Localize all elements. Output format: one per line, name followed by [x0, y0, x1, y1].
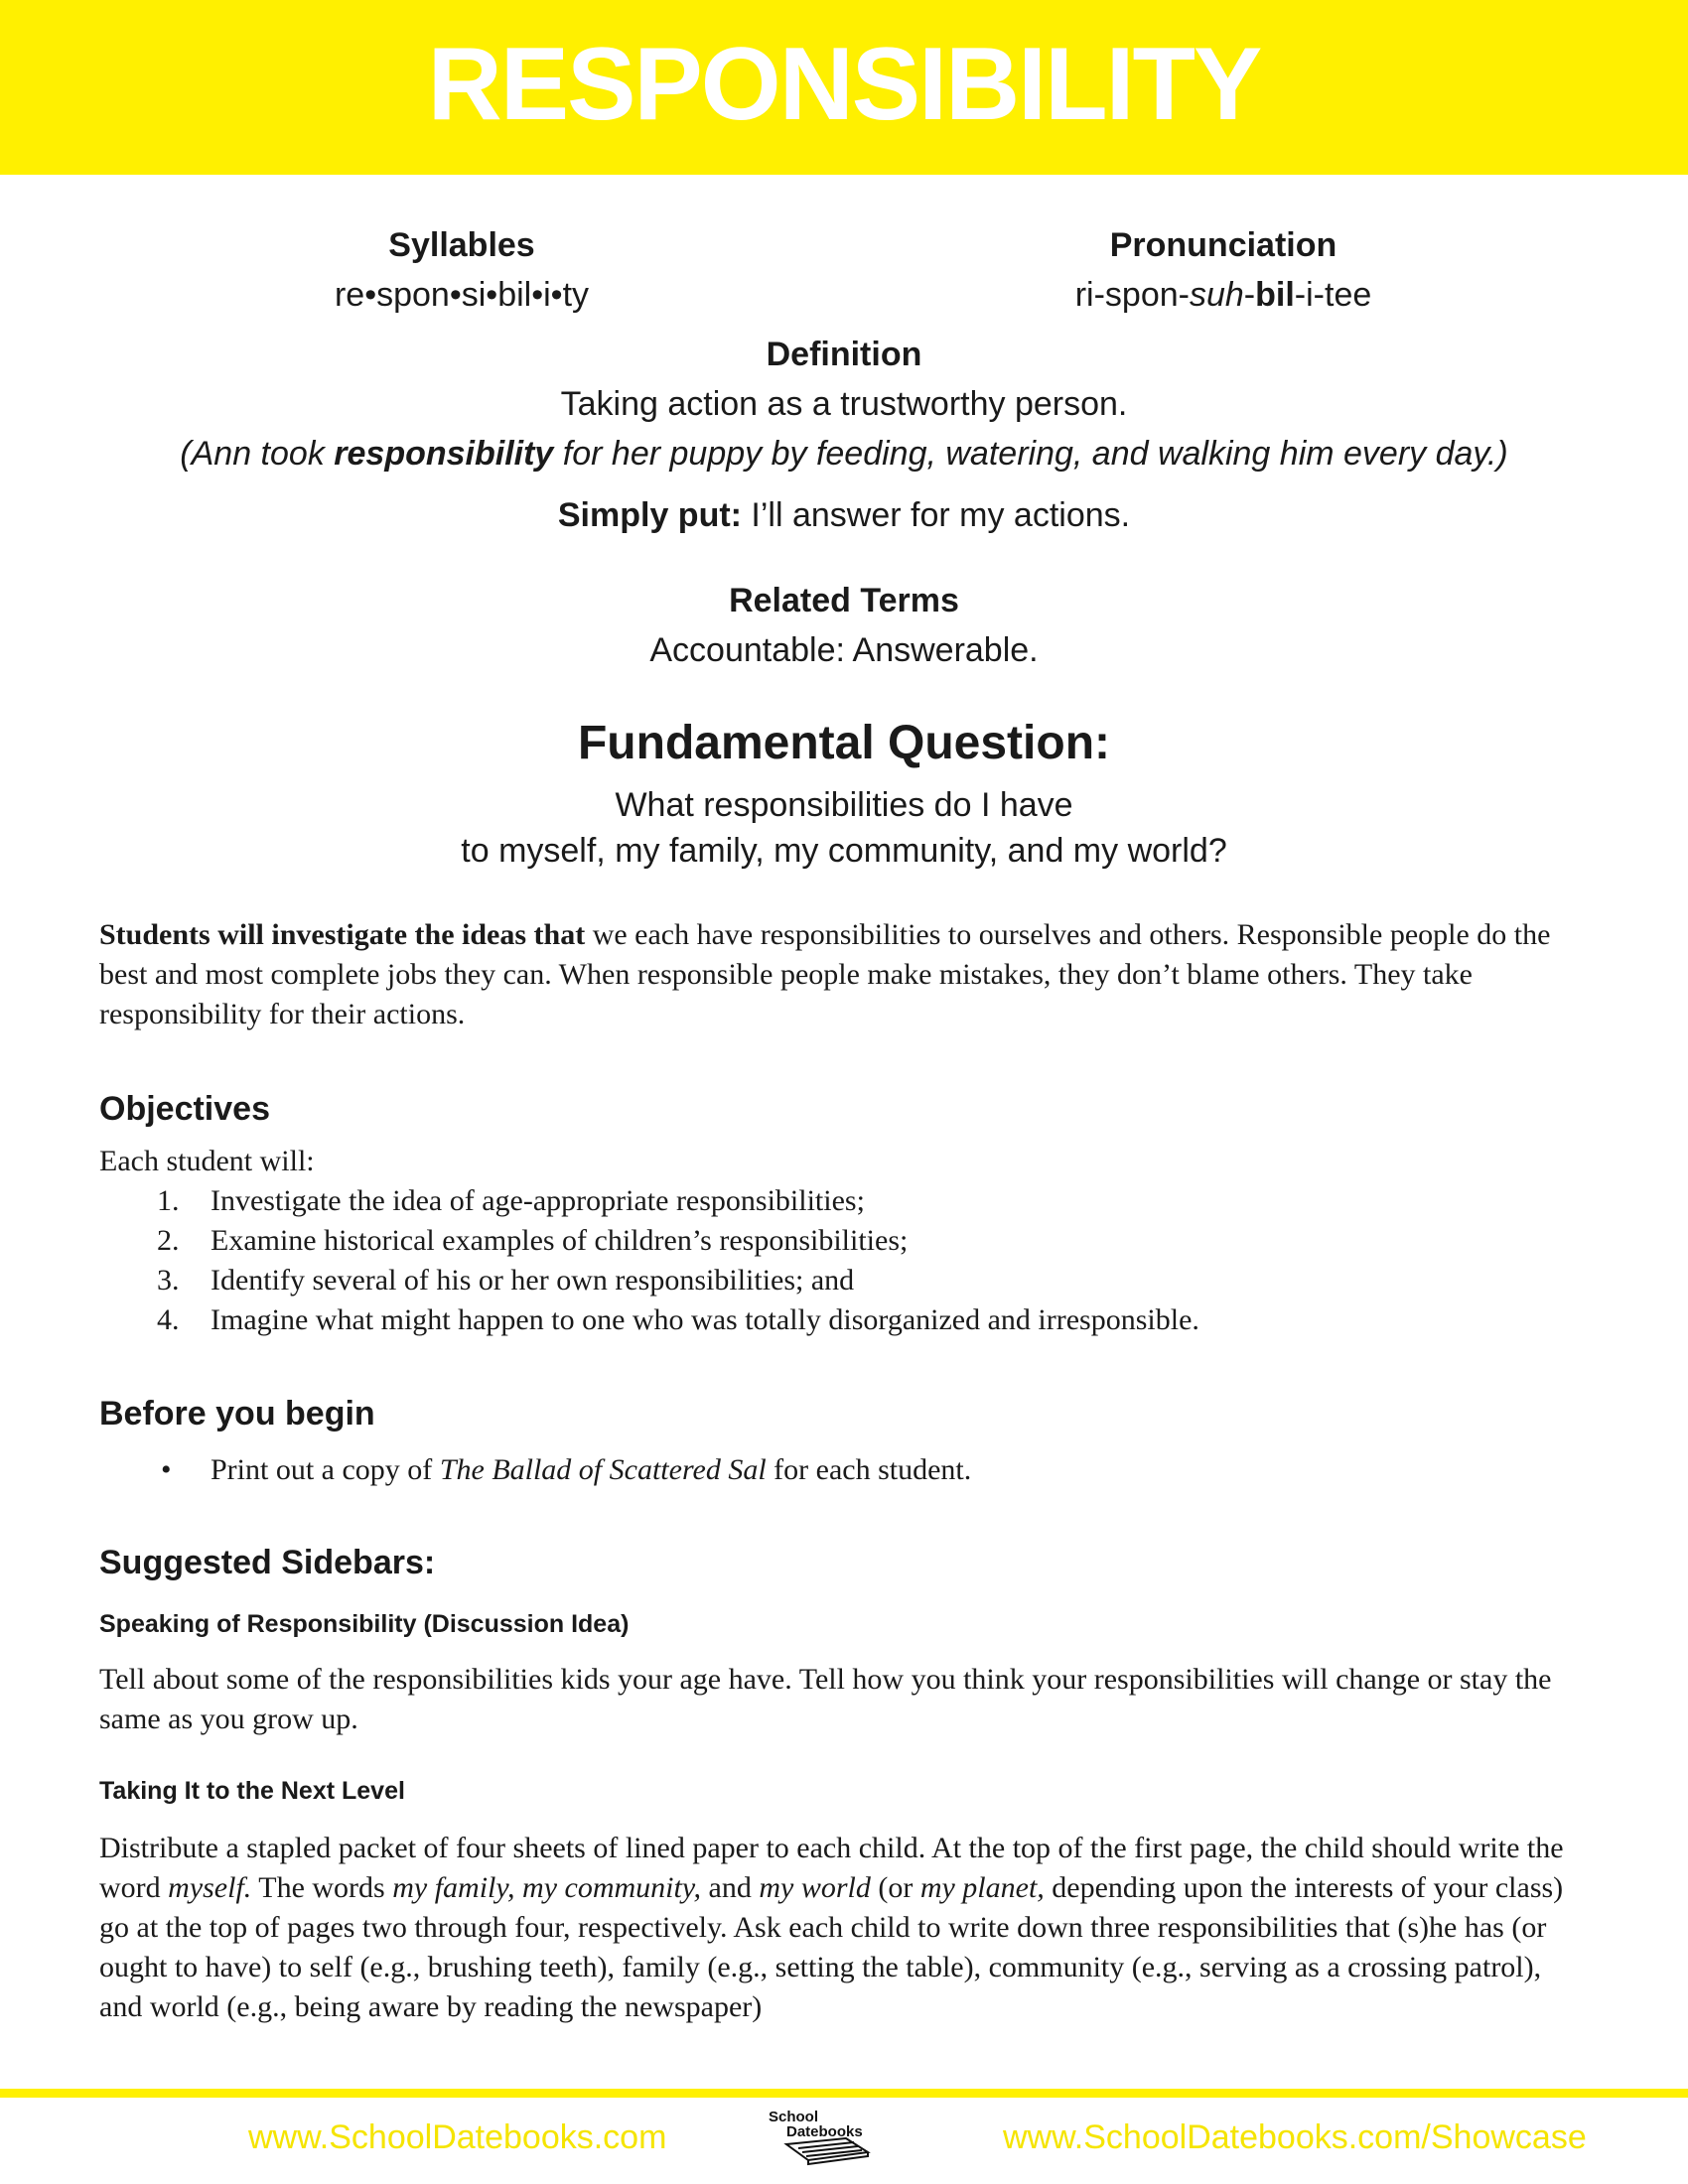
- objective-text: Examine historical examples of children’s responsibilities;: [211, 1224, 909, 1257]
- pron-part-2: suh: [1189, 276, 1244, 314]
- footer-left-link[interactable]: www.SchoolDatebooks.com: [248, 2118, 667, 2156]
- logo-text-line1: School: [769, 2109, 819, 2125]
- fundamental-question-label: Fundamental Question:: [577, 717, 1110, 769]
- objective-item: [99, 1261, 1589, 1300]
- logo-text-line2: Datebooks: [786, 2123, 863, 2140]
- objectives-intro: Each student will:: [99, 1145, 315, 1177]
- objective-item: [99, 1221, 1589, 1261]
- objective-number: 1.: [157, 1184, 180, 1217]
- related-terms-text: Accountable: Answerable.: [649, 631, 1039, 669]
- next-level-italic-3: my world: [759, 1871, 871, 1904]
- next-level-italic-1: myself.: [168, 1871, 252, 1904]
- syllables-block: [213, 220, 710, 320]
- list-item: [99, 1450, 1589, 1490]
- objective-text: Investigate the idea of age-appropriate responsibilities;: [211, 1184, 865, 1217]
- definition-block: [0, 330, 1688, 540]
- next-level-text-1: Distribute a stapled packet of four sheets of lined paper to each child. At the top of the first page, the child should write the word: [99, 1832, 1564, 1904]
- pron-part-4: bil: [1255, 276, 1295, 314]
- objective-item: [99, 1181, 1589, 1221]
- intro-lead: Students will investigate the ideas that: [99, 918, 586, 951]
- objective-number: 4.: [157, 1303, 180, 1336]
- book-icon: [786, 2138, 868, 2164]
- objectives-section: [99, 1142, 1589, 1340]
- related-terms-label: Related Terms: [729, 582, 959, 619]
- fundamental-question-line2: to myself, my family, my community, and my world?: [461, 832, 1227, 870]
- next-level-heading: Taking It to the Next Level: [99, 1777, 405, 1805]
- example-before: (Ann took: [180, 435, 335, 473]
- objective-text: Imagine what might happen to one who was totally disorganized and irresponsible.: [211, 1303, 1199, 1336]
- pron-part-5: -i-tee: [1294, 276, 1372, 314]
- next-level-text-5: depending upon the interests of your class) go at the top of pages two through four, respectively. Ask each child to write down three responsibilities that (s)he has (or ought to have) to self (e.g., brushing teeth), family (e.g., setting the table), community (e.g., serving as a crossing patrol), and world (e.g., being aware by reading the newspaper): [99, 1871, 1564, 2023]
- definition-text: Taking action as a trustworthy person.: [560, 385, 1128, 423]
- footer-right-link[interactable]: www.SchoolDatebooks.com/Showcase: [1003, 2118, 1587, 2156]
- objective-number: 2.: [157, 1224, 180, 1257]
- suggested-sidebars-heading: Suggested Sidebars:: [99, 1544, 436, 1581]
- objective-number: 3.: [157, 1264, 180, 1297]
- before-you-begin-section: [99, 1450, 1589, 1490]
- objective-text: Identify several of his or her own responsibilities; and: [211, 1264, 855, 1297]
- speaking-paragraph: Tell about some of the responsibilities kids your age have. Tell how you think your responsibilities will change or stay the same as you grow up.: [99, 1663, 1552, 1735]
- definition-example: [0, 429, 1688, 478]
- objectives-heading: Objectives: [99, 1090, 270, 1128]
- pron-part-3: -: [1243, 276, 1256, 314]
- page-title: RESPONSIBILITY: [427, 27, 1261, 142]
- objective-item: [99, 1300, 1589, 1340]
- simply-put: [0, 490, 1688, 540]
- intro-text: we each have responsibilities to ourselves and others. Responsible people do the best and most complete jobs they can. When responsible people make mistakes, they don’t blame others. They take responsibility for their actions.: [99, 918, 1551, 1030]
- byb-after: for each student.: [766, 1453, 972, 1486]
- fundamental-question-line1: What responsibilities do I have: [615, 786, 1073, 824]
- example-bold: responsibility: [334, 435, 554, 473]
- bullet: •: [161, 1453, 172, 1486]
- syllables-value: re•spon•si•bil•i•ty: [334, 276, 590, 314]
- objectives-list: [99, 1181, 1589, 1340]
- byb-before: Print out a copy of: [211, 1453, 440, 1486]
- next-level-paragraph: [99, 1829, 1589, 2027]
- before-you-begin-heading: Before you begin: [99, 1395, 375, 1433]
- title-banner: [0, 0, 1688, 175]
- pronunciation-block: [975, 220, 1472, 320]
- related-terms-block: [0, 576, 1688, 675]
- speaking-heading: Speaking of Responsibility (Discussion Idea): [99, 1610, 630, 1638]
- next-level-text-4: (or: [870, 1871, 920, 1904]
- next-level-text-2: The words: [251, 1871, 393, 1904]
- next-level-text-3: and: [701, 1871, 760, 1904]
- footer-rule: [0, 2089, 1688, 2098]
- school-datebooks-logo: [747, 2105, 906, 2170]
- pron-part-1: ri-spon-: [1074, 276, 1190, 314]
- intro-paragraph: [99, 915, 1589, 1034]
- pronunciation-label: Pronunciation: [1109, 226, 1337, 264]
- example-after: for her puppy by feeding, watering, and walking him every day.): [553, 435, 1508, 473]
- simply-put-label: Simply put:: [557, 496, 742, 534]
- next-level-italic-4: my planet,: [919, 1871, 1045, 1904]
- before-you-begin-list: [99, 1450, 1589, 1490]
- byb-title: The Ballad of Scattered Sal: [439, 1453, 767, 1486]
- fundamental-question-block: [0, 713, 1688, 874]
- pronunciation-value: [975, 270, 1472, 320]
- simply-put-text: I’ll answer for my actions.: [741, 496, 1131, 534]
- definition-label: Definition: [766, 336, 922, 373]
- syllables-label: Syllables: [388, 226, 535, 264]
- next-level-italic-2: my family, my community,: [392, 1871, 702, 1904]
